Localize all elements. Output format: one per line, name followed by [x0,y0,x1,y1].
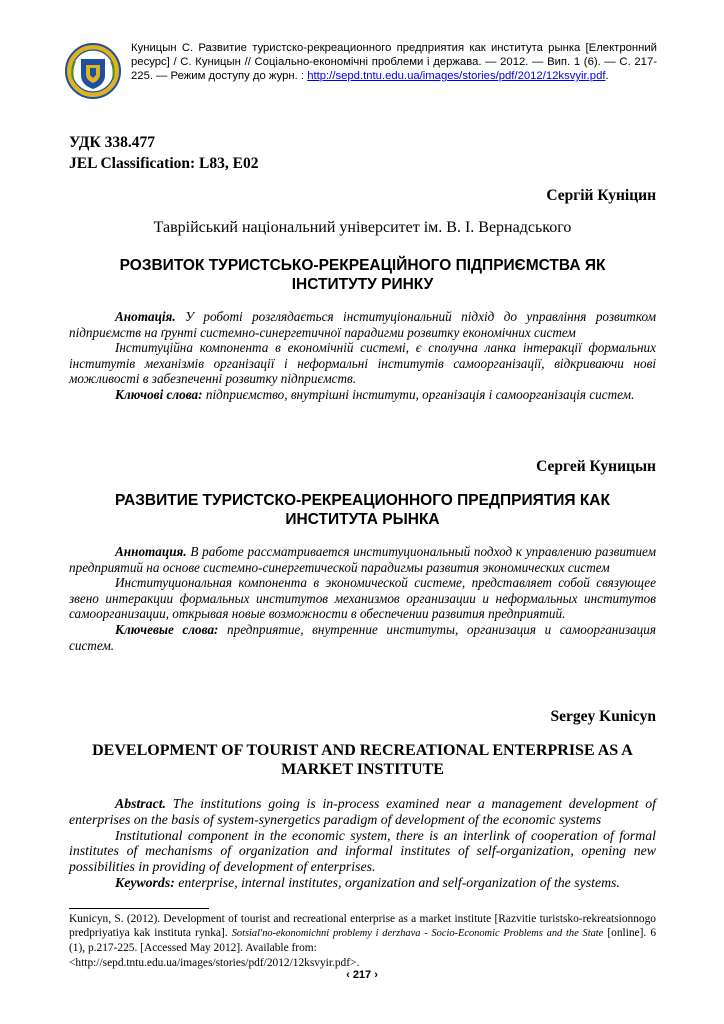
keywords-ua [69,387,656,403]
title-en-line1: DEVELOPMENT OF TOURIST AND RECREATIONAL ENTERPRISE AS A [92,742,633,759]
keywords-en-text: enterprise, internal institutes, organization and self-organization of the systems. [174,874,620,890]
citation-text: Куницын С. Развитие туристско-рекреационного предприятия как института рынка [Електронний ресурс] / С. Куницын // Соціально-економічні проблеми і держава. — 2012. — Вип. 1 (6). — С. 217-225. — Режим доступу до журн. : [131,42,657,82]
author-name-en: Sergey Kunicyn [550,708,656,725]
keywords-ua-label: Ключові слова: [115,386,203,402]
title-ru-line1: РАЗВИТИЕ ТУРИСТСКО-РЕКРЕАЦИОННОГО ПРЕДПРИЯТИЯ КАК [115,492,610,509]
reference-footnote [69,912,656,970]
citation-link[interactable]: http://sepd.tntu.edu.ua/images/stories/pdf/2012/12ksvyir.pdf [307,70,606,82]
keywords-ru [69,622,656,653]
title-ua [69,256,656,294]
abstract-ua-p2: Інституційна компонента в економічній системі, є сполучна ланка інтеракції формальних інститутів механізмів організації і неформальні інститутів самоорганізації, відкриваючи нові можливості в забезпеченні розвитку підприємств. [69,340,656,387]
author-name-ua: Сергій Куніцин [546,187,656,204]
title-ru [69,491,656,529]
keywords-en-label: Keywords: [115,874,175,890]
ref-journal: Sotsial'no-ekonomichni problemy i derzhava - Socio-Economic Problems and the State [231,928,604,940]
ref-url: <http://sepd.tntu.edu.ua/images/stories/pdf/2012/12ksvyir.pdf>. [69,956,360,969]
abstract-ru-label: Аннотация. [115,544,187,559]
abstract-en-p2: Institutional component in the economic system, there is an interlink of cooperation of formal institutes of mechanisms of organization and informal institutes of self-organization, opening new possibilities in providing of development of enterprises. [69,827,656,875]
abstract-ru-text: В работе рассматривается институциональный подход к управлению развитием предприятий на основе системно-синергетической парадигмы развития экономических систем [69,544,656,575]
title-en [69,741,656,779]
title-ua-line2: ІНСТИТУТУ РИНКУ [291,276,434,293]
udk-code: УДК 338.477 [69,134,155,151]
title-en-line2: MARKET INSTITUTE [281,761,444,778]
classification-block [69,132,258,174]
ref-end: [online]. 6 (1), p.217-225. [Accessed May 2012]. Available from: [69,927,657,955]
page-number: ‹ 217 › [346,969,378,981]
abstract-ru-p1 [69,544,656,575]
abstract-ua-label: Анотація. [115,309,176,324]
abstract-ua-text: У роботі розглядається інституціональний підхід до управління розвитком підприємств на ґрунті системно-синергетичної парадигми розвитку економічних систем [69,309,656,340]
abstract-en-p1 [69,796,656,828]
university-seal-logo [65,41,121,101]
keywords-ru-label: Ключевые слова: [115,621,219,637]
keywords-ru-text: предприятие, внутренние институты, организация и самоорганизация систем. [69,621,656,653]
affiliation: Таврійський національний університет ім. В. І. Вернадського [153,219,572,236]
citation-end: . [605,70,609,82]
footnote-divider [69,908,209,909]
abstract-ru-p2: Институциональная компонента в экономической системе, представляет собой связующее звено интеракции формальных институтов механизмов организации и неформальных институтов самоорганизации, открывая новые возможности в обеспечении развития предприятий. [69,575,656,622]
title-ua-line1: РОЗВИТОК ТУРИСТСЬКО-РЕКРЕАЦІЙНОГО ПІДПРИЄМСТВА ЯК [119,257,606,274]
author-name-ru: Сергей Куницын [536,458,656,475]
citation-block [131,41,657,83]
abstract-ru [69,544,656,653]
keywords-en [69,875,656,891]
abstract-ua-p1 [69,309,656,340]
keywords-ua-text: підприємство, внутрішні інститути, організація і самоорганізація систем. [202,386,635,402]
abstract-en-label: Abstract. [115,796,166,811]
ref-start: Kunicyn, S. (2012). Development of tourist and recreational enterprise as a market institute [Razvitie turistsko-rekreatsionnogo predpriyatiya kak instituta rynka]. [69,913,656,940]
jel-classification: JEL Classification: L83, E02 [69,155,259,172]
title-ru-line2: ИНСТИТУТА РЫНКА [285,511,440,528]
header [65,41,657,103]
abstract-en [69,796,656,891]
abstract-en-text: The institutions going is in-process examined near a management development of enterprises on the basis of system-synergetics paradigm of development of the economic systems [69,796,656,827]
abstract-ua [69,309,656,403]
